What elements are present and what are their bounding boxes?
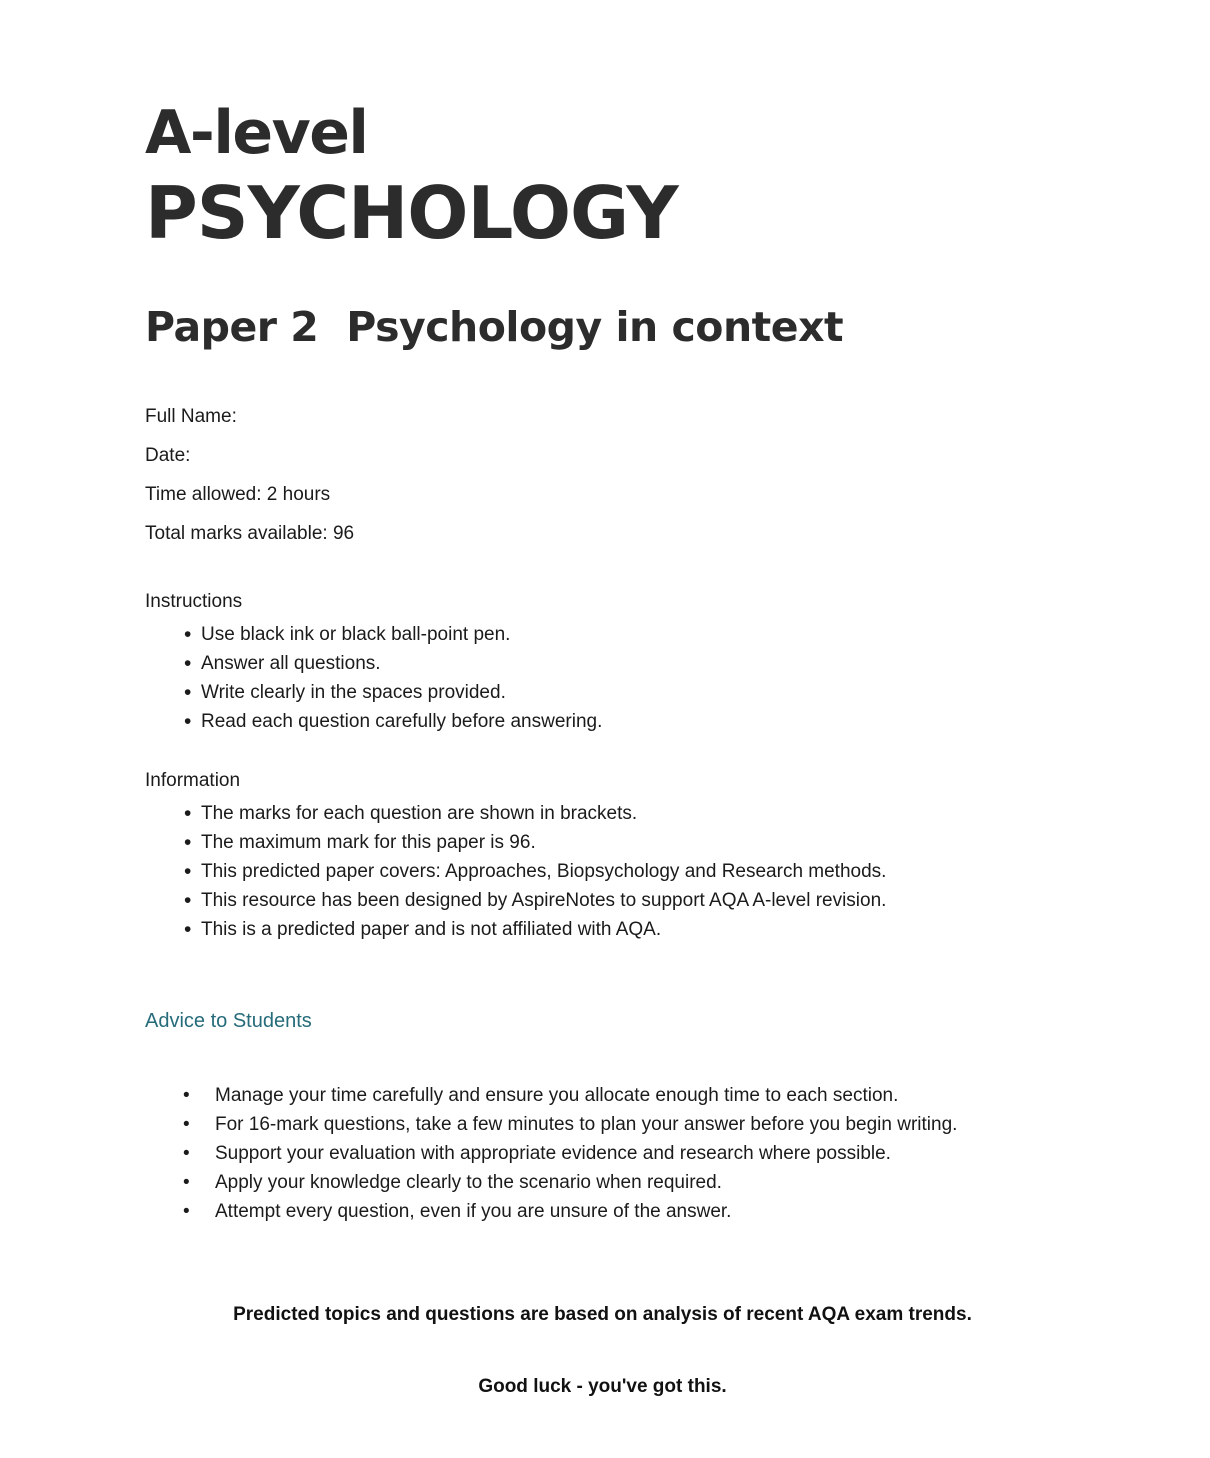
advice-item: • For 16-mark questions, take a few minutes to plan your answer before you begin writing. — [145, 1110, 990, 1139]
paper-number-label: Paper 2 — [145, 302, 319, 351]
full-name-label: Full Name: — [145, 405, 237, 427]
predicted-topics-note: Predicted topics and questions are based on analysis of recent AQA exam trends. — [233, 1303, 972, 1325]
good-luck-note: Good luck - you've got this. — [478, 1375, 727, 1397]
instruction-item: • Read each question carefully before answering. — [145, 707, 1060, 736]
advice-item: • Manage your time carefully and ensure you allocate enough time to each section. — [145, 1081, 990, 1110]
date-label: Date: — [145, 444, 191, 466]
information-section — [145, 770, 1060, 944]
advice-item: • Support your evaluation with appropriate evidence and research where possible. — [145, 1139, 990, 1168]
paper-title-label: Psychology in context — [346, 302, 844, 351]
information-item: • This is a predicted paper and is not affiliated with AQA. — [145, 915, 1060, 944]
information-item: • This resource has been designed by AspireNotes to support AQA A-level revision. — [145, 886, 1060, 915]
time-allowed-label: Time allowed: 2 hours — [145, 483, 331, 505]
instruction-item: • Answer all questions. — [145, 649, 1060, 678]
total-marks-label: Total marks available: 96 — [145, 522, 355, 544]
instructions-section — [145, 591, 1060, 736]
subject-title: PSYCHOLOGY — [145, 171, 678, 255]
instruction-item: • Write clearly in the spaces provided. — [145, 678, 1060, 707]
information-list — [145, 799, 1060, 944]
qualification-title: A-level — [145, 98, 368, 168]
information-item: • This predicted paper covers: Approaches, Biopsychology and Research methods. — [145, 857, 1060, 886]
advice-item: • Attempt every question, even if you are unsure of the answer. — [145, 1197, 990, 1226]
information-heading: Information — [145, 769, 241, 791]
instructions-heading: Instructions — [145, 590, 243, 612]
information-item: • The marks for each question are shown in brackets. — [145, 799, 1060, 828]
candidate-details — [145, 405, 1060, 545]
advice-heading: Advice to Students — [145, 1009, 312, 1032]
instruction-item: • Use black ink or black ball-point pen. — [145, 620, 1060, 649]
information-item: • The maximum mark for this paper is 96. — [145, 828, 1060, 857]
advice-list — [145, 1081, 990, 1226]
paper-subtitle — [145, 303, 1060, 351]
instructions-list — [145, 620, 1060, 736]
advice-item: • Apply your knowledge clearly to the scenario when required. — [145, 1168, 990, 1197]
